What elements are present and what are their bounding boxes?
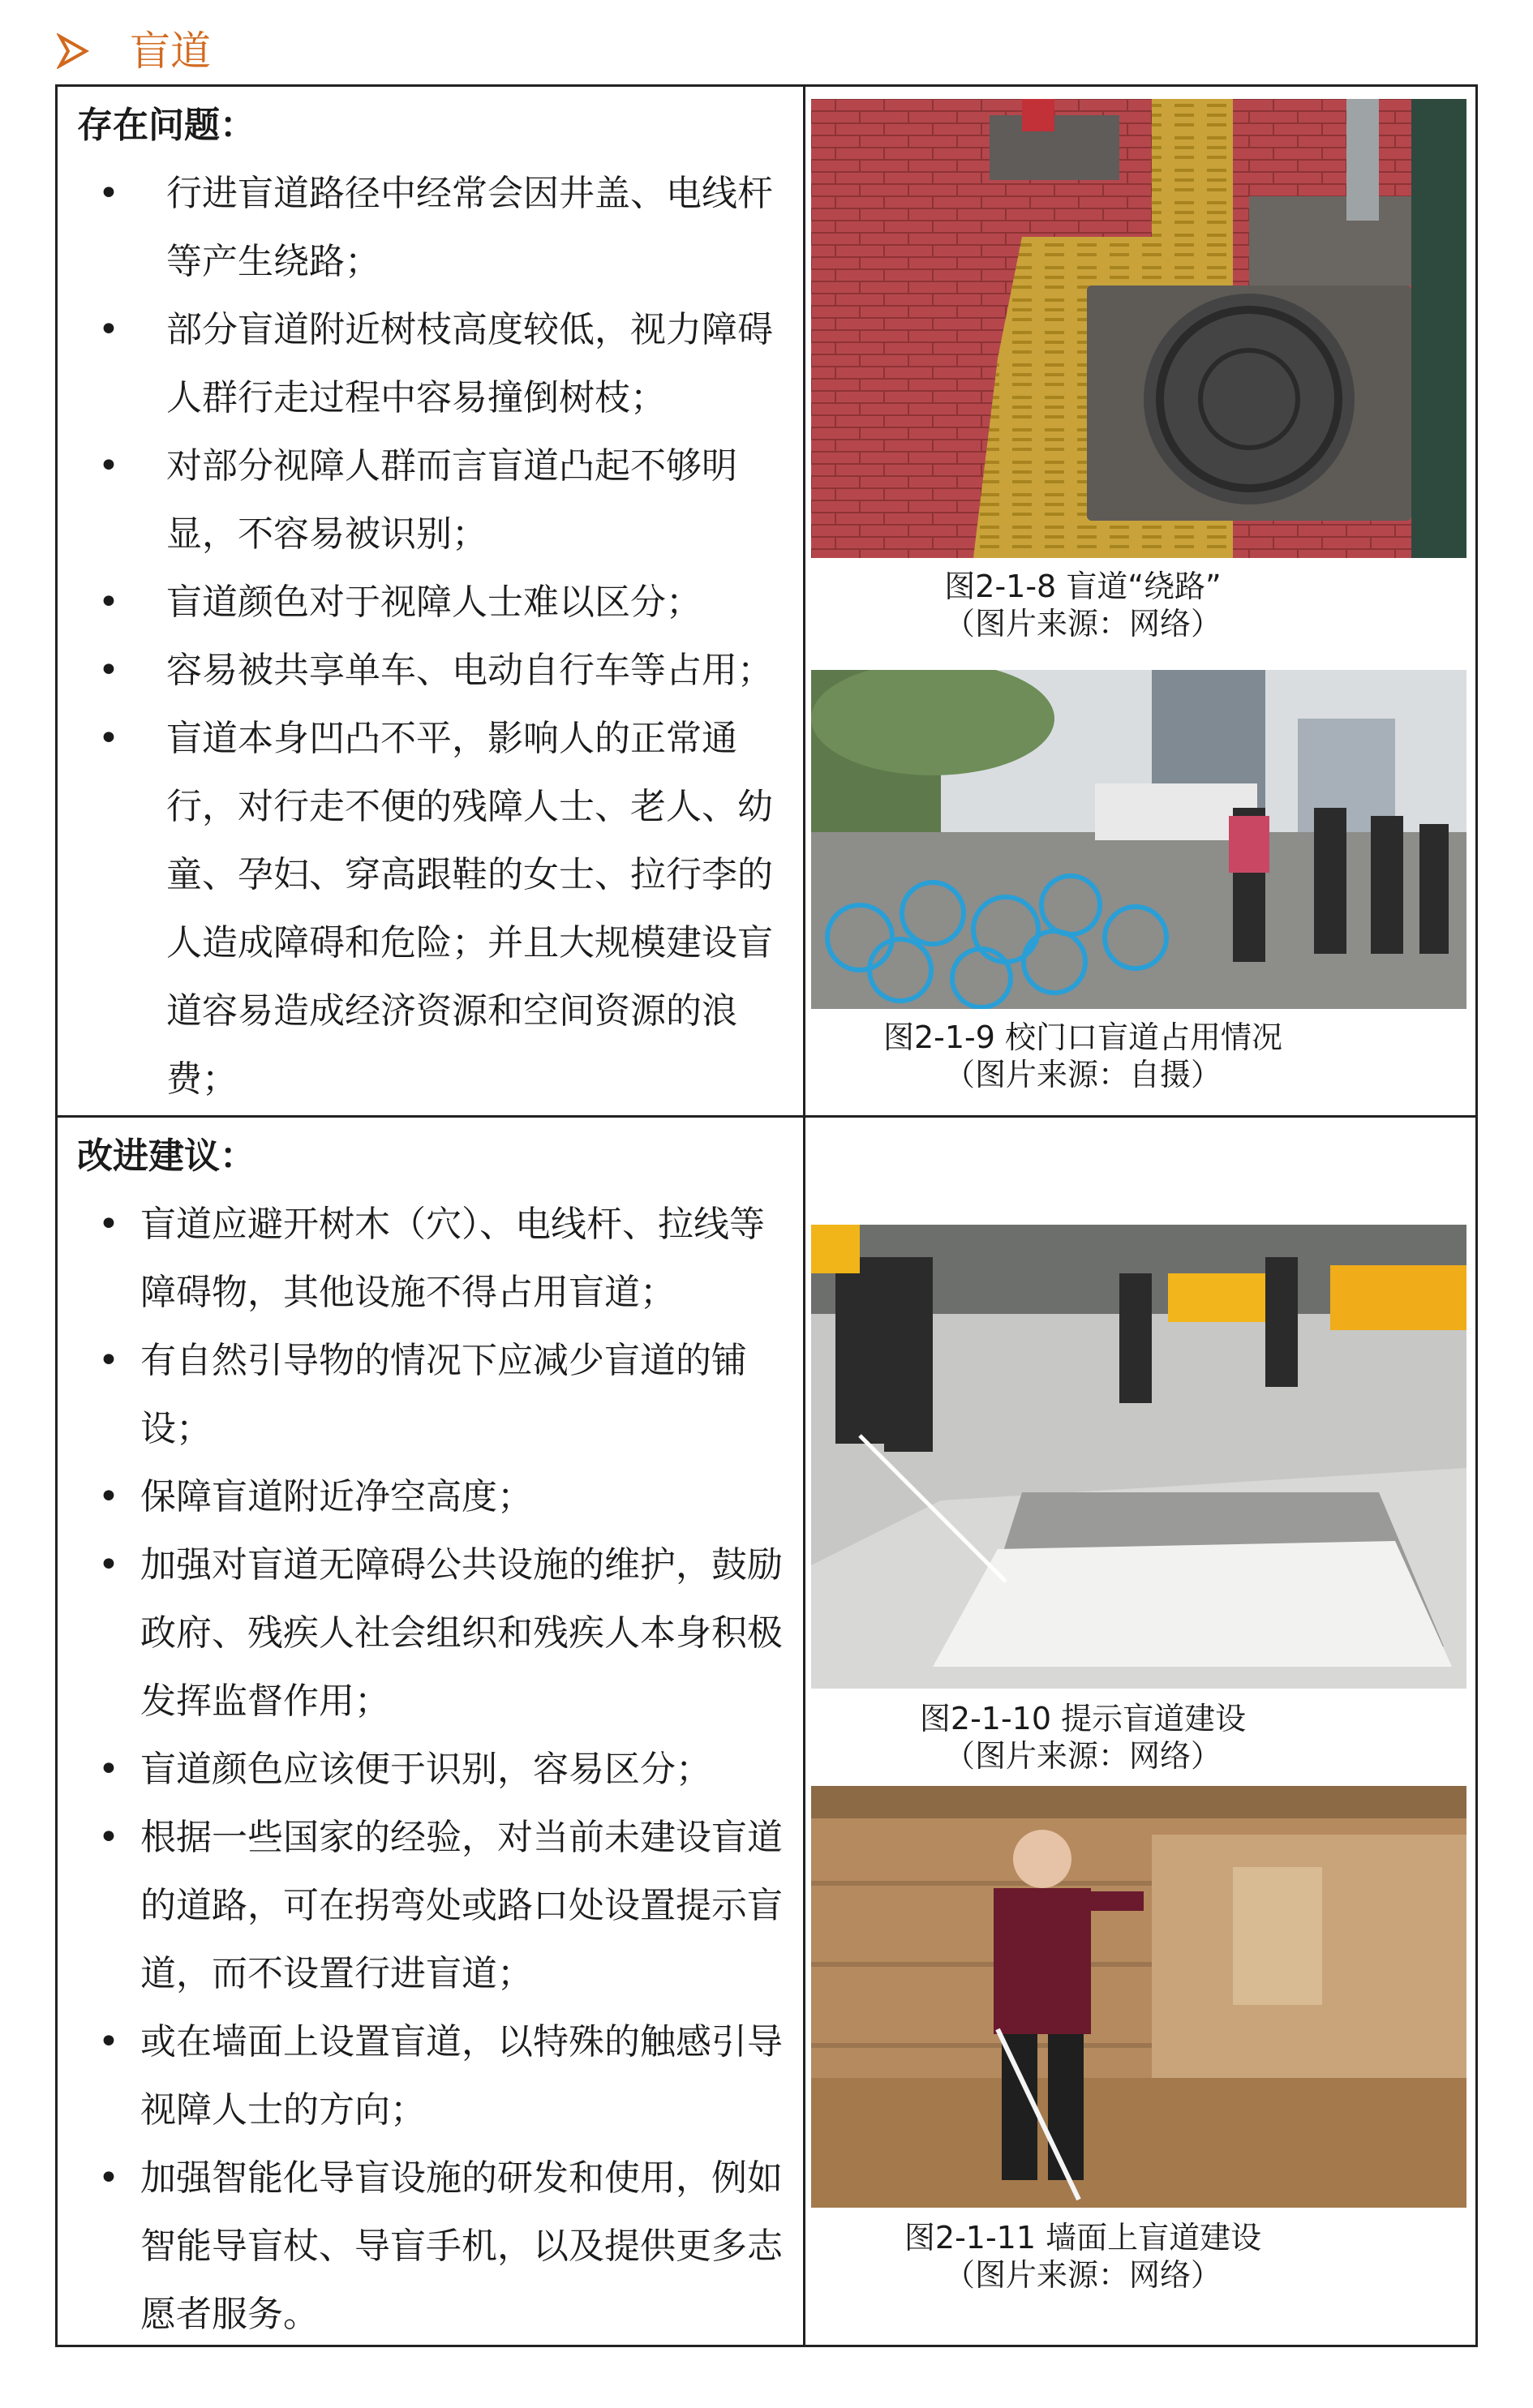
suggestions-list [77, 1191, 787, 2349]
figure-caption: 图2-1-10 提示盲道建设 （图片来源：网络） [919, 1701, 1247, 1774]
suggestions-cell [58, 1118, 803, 2347]
list-item: • 盲道应避开树木（穴）、电线杆、拉线等障碍物，其他设施不得占用盲道； [98, 1204, 765, 1313]
figure-caption: 图2-1-11 墙面上盲道建设 （图片来源：网络） [904, 2220, 1262, 2293]
list-item: • 盲道颜色对于视障人士难以区分； [98, 582, 702, 623]
list-item: • 加强对盲道无障碍公共设施的维护，鼓励政府、残疾人社会组织和残疾人本身积极发挥监督作用； [98, 1544, 783, 1722]
list-item: • 根据一些国家的经验，对当前未建设盲道的道路，可在拐弯处或路口处设置提示盲道，而不设置行进盲道； [98, 1817, 783, 1994]
figure-photo-warning-paving [811, 1225, 1466, 1689]
figure-caption: 图2-1-8 盲道“绕路” （图片来源：网络） [943, 569, 1222, 642]
figure-photo-detour [811, 99, 1466, 558]
list-item: • 对部分视障人群而言盲道凸起不够明显，不容易被识别； [98, 445, 737, 555]
list-item: • 盲道本身凹凸不平，影响人的正常通行，对行走不便的残障人士、老人、幼童、孕妇、穿高跟鞋的女士、拉行李的人造成障碍和危险；并且大规模建设盲道容易造成经济资源和空间资源的浪费； [98, 718, 773, 1100]
suggestions-heading: 改进建议： [77, 1135, 256, 1177]
figure-photo-bikes [811, 670, 1466, 1009]
list-item: • 加强智能化导盲设施的研发和使用，例如智能导盲杖、导盲手机，以及提供更多志愿者服务。 [98, 2157, 783, 2335]
list-item: • 有自然引导物的情况下应减少盲道的铺设； [98, 1340, 747, 1449]
section-header [57, 23, 211, 79]
table-column-divider [803, 87, 805, 2345]
list-item: • 行进盲道路径中经常会因井盖、电线杆等产生绕路； [98, 173, 773, 282]
list-item: • 部分盲道附近树枝高度较低，视力障碍人群行走过程中容易撞倒树枝； [98, 309, 773, 419]
section-title: 盲道 [130, 28, 211, 75]
figure-photo-wall-guidance [811, 1786, 1466, 2208]
list-item: • 盲道颜色应该便于识别，容易区分； [98, 1749, 711, 1790]
list-item: • 保障盲道附近净空高度； [98, 1476, 533, 1517]
list-item: • 容易被共享单车、电动自行车等占用； [98, 650, 773, 691]
list-item: • 或在墙面上设置盲道，以特殊的触感引导视障人士的方向； [98, 2021, 783, 2131]
issues-cell [58, 87, 803, 1115]
issues-heading: 存在问题： [77, 105, 256, 146]
arrow-right-outline-icon [57, 33, 89, 69]
figure-caption: 图2-1-9 校门口盲道占用情况 （图片来源：自摄） [882, 1019, 1283, 1092]
issues-list [77, 160, 787, 1114]
